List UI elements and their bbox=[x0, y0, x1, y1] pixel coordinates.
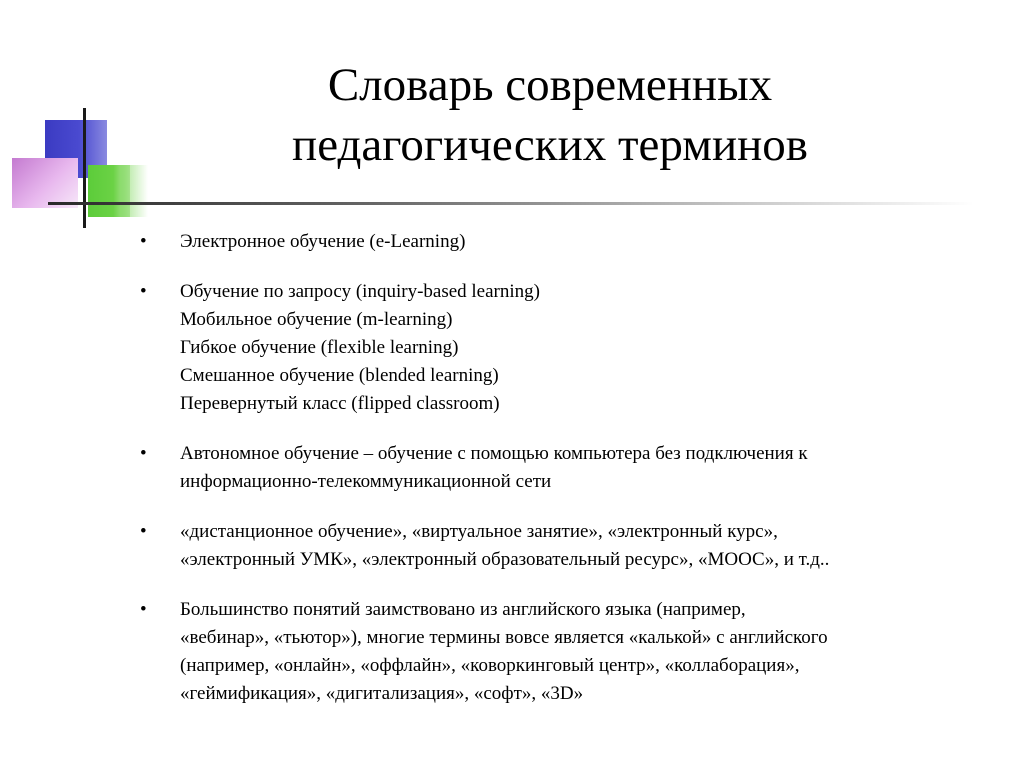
bullet-text-line: Обучение по запросу (inquiry-based learning) bbox=[180, 281, 540, 302]
bullet-text-line: Автономное обучение – обучение с помощью компьютера без подключения к bbox=[180, 443, 808, 464]
bullet-item bbox=[140, 278, 1000, 418]
title-underline-rule bbox=[48, 202, 974, 205]
vertical-rule-decoration bbox=[83, 108, 86, 228]
bullet-icon: • bbox=[140, 443, 147, 464]
green-fade-decoration bbox=[120, 165, 148, 217]
bullet-item bbox=[140, 518, 1000, 574]
title-line-1: Словарь современных bbox=[327, 59, 773, 111]
bullet-icon: • bbox=[140, 521, 147, 542]
bullet-list bbox=[140, 228, 1000, 730]
slide-title bbox=[180, 55, 920, 175]
bullet-icon: • bbox=[140, 599, 147, 620]
title-line-2: педагогических терминов bbox=[292, 119, 808, 171]
bullet-text-line: Перевернутый класс (flipped classroom) bbox=[180, 393, 500, 414]
bullet-icon: • bbox=[140, 231, 147, 252]
bullet-text-line: «электронный УМК», «электронный образовательный ресурс», «МООС», и т.д.. bbox=[180, 549, 830, 570]
bullet-text-line: «вебинар», «тьютор»), многие термины вовсе является «калькой» с английского bbox=[180, 627, 828, 648]
bullet-text-line: «геймификация», «дигитализация», «софт», «3D» bbox=[180, 683, 584, 704]
bullet-text-line: Смешанное обучение (blended learning) bbox=[180, 365, 499, 386]
bullet-text-line: Гибкое обучение (flexible learning) bbox=[180, 337, 459, 358]
bullet-icon: • bbox=[140, 281, 147, 302]
bullet-text-line: Большинство понятий заимствовано из английского языка (например, bbox=[180, 599, 746, 620]
bullet-text-line: Электронное обучение (e-Learning) bbox=[180, 231, 466, 252]
bullet-item bbox=[140, 596, 1000, 708]
pink-square-decoration bbox=[12, 158, 78, 208]
bullet-text-line: «дистанционное обучение», «виртуальное занятие», «электронный курс», bbox=[180, 521, 778, 542]
bullet-text-line: (например, «онлайн», «оффлайн», «коворкинговый центр», «коллаборация», bbox=[180, 655, 800, 676]
bullet-text-line: информационно-телекоммуникационной сети bbox=[180, 471, 552, 492]
bullet-item bbox=[140, 228, 1000, 256]
bullet-item bbox=[140, 440, 1000, 496]
bullet-text-line: Мобильное обучение (m-learning) bbox=[180, 309, 453, 330]
